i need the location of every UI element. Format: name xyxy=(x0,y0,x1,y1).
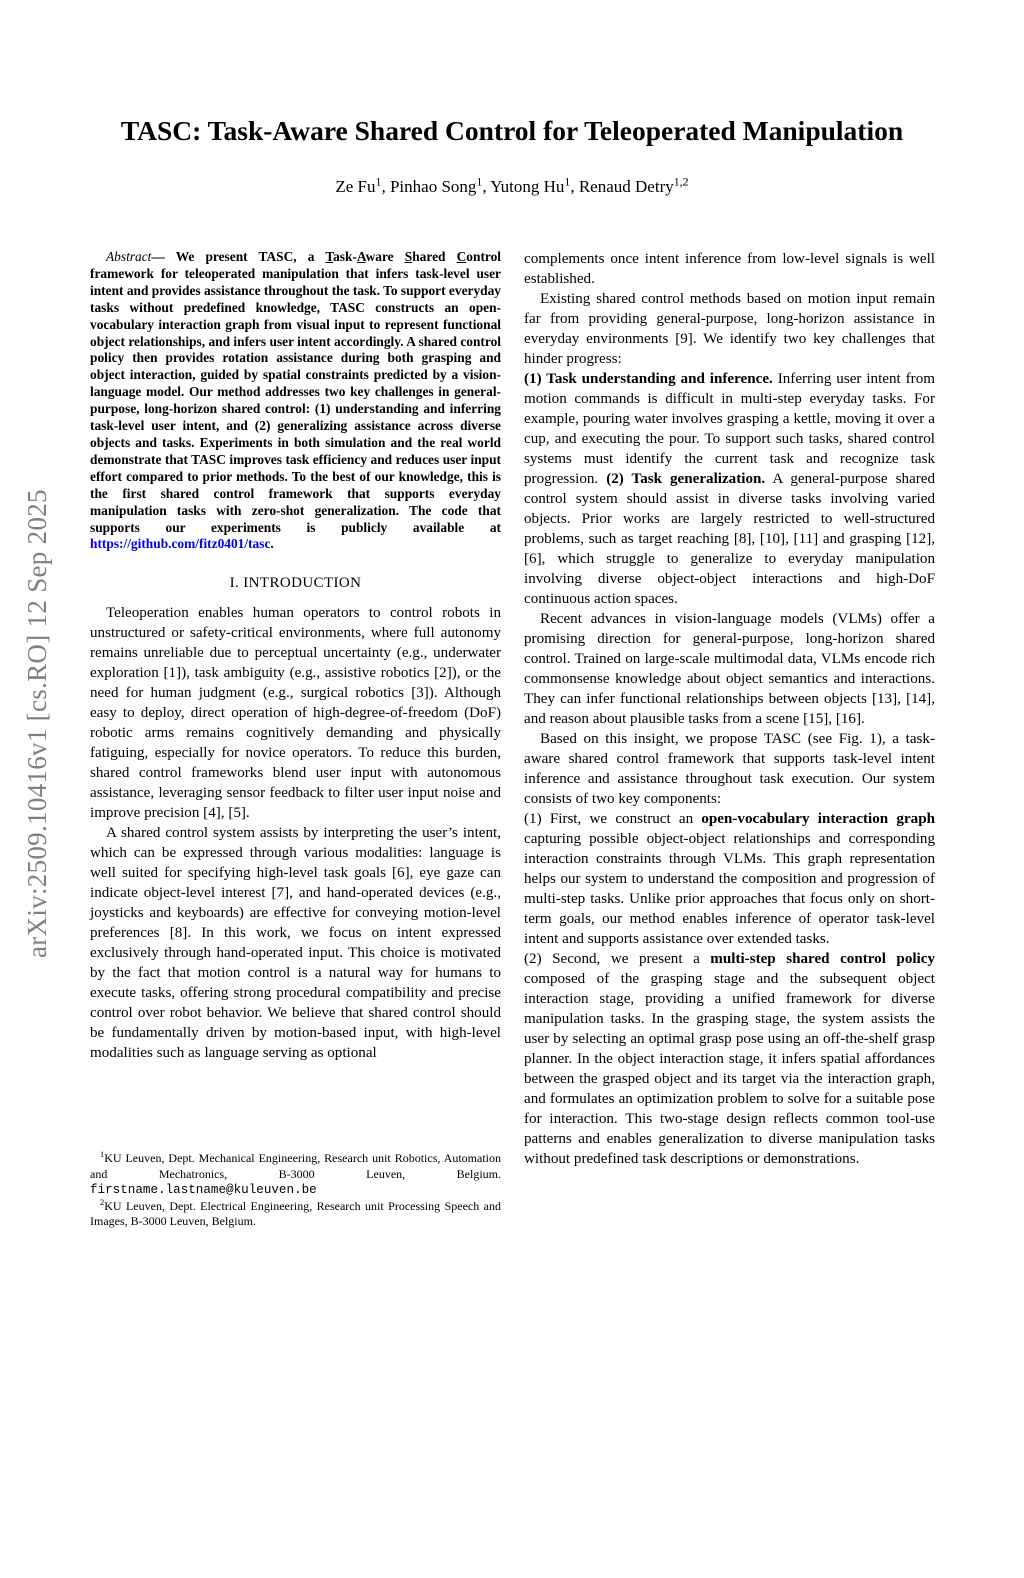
abstract-text: We present TASC, a xyxy=(164,249,326,264)
author-name: Yutong Hu xyxy=(490,177,565,196)
footnote-2 xyxy=(90,1199,501,1230)
acronym-letter: C xyxy=(456,249,467,264)
code-link[interactable]: https://github.com/fitz0401/tasc xyxy=(90,536,271,552)
body-text: capturing possible object-object relationships and corresponding interaction constraints through VLMs. This graph representation helps our system to understand the composition and progression of multi-step tasks. Unlike prior approaches that focus only on short-term goals, our method enables inference of operator task-level intent and supports assistance over extended tasks. xyxy=(524,831,935,947)
body-text: A general-purpose shared control system should assist in diverse tasks involving varied objects. Prior works are largely restricted to well-structured problems, such as target reaching [8], [10], [11] and grasping [12], [6], which struggle to generalize to everyday manipulation involving diverse object-object interactions and high-DoF continuous action spaces. xyxy=(524,471,935,607)
body-text: Inferring user intent from motion commands is difficult in multi-step everyday tasks. For example, pouring water involves grasping a kettle, moving it over a cup, and executing the pour. To support such tasks, shared control systems must identify the current task and recognize task progression. xyxy=(524,371,935,487)
section-heading: I. INTRODUCTION xyxy=(229,575,362,592)
author-affiliation: 1 xyxy=(375,174,382,189)
acronym-rest: ask- xyxy=(333,249,357,264)
footnote-email: firstname.lastname@kuleuven.be xyxy=(90,1183,317,1197)
acronym-letter: T xyxy=(325,249,334,264)
challenge-heading: (2) Task generalization. xyxy=(606,471,766,487)
body-paragraph xyxy=(524,369,935,609)
footnotes xyxy=(90,1151,501,1230)
body-paragraph xyxy=(524,809,935,949)
author-affiliation: 1 xyxy=(564,174,571,189)
arxiv-stamp xyxy=(22,489,62,1578)
acronym-rest: ware xyxy=(365,249,405,264)
abstract-body: framework for teleoperated manipulation that infers task-level user intent and provides assistance throughout the task. To support everyday tasks without predefined knowledge, TASC constructs an open-vocabulary interaction graph from visual input to represent functional object relationships, and infers user intent accordingly. A shared control policy then provides rotation assistance during both grasping and object interaction, guided by spatial constraints predicted by a vision-language model. Our method addresses two key challenges in general-purpose, long-horizon shared control: (1) understanding and inferring task-level user intent, and (2) generalizing assistance across diverse objects and tasks. Experiments in both simulation and the real world demonstrate that TASC improves task efficiency and reduces user input effort compared to prior methods. To the best of our knowledge, this is the first shared control framework that supports everyday manipulation tasks with zero-shot generalization. The code that supports our experiments is publicly available at xyxy=(90,265,501,535)
intro-paragraph: Teleoperation enables human operators to control robots in unstructured or safety-critical environments, where full autonomy remains unreliable due to perceptual uncertainty (e.g., underwater exploration [1]), task ambiguity (e.g., assistive robotics [2]), or the need for human judgment (e.g., surgical robotics [3]). Although easy to deploy, direct operation of high-degree-of-freedom (DoF) robotic arms remains cognitively demanding and physically fatiguing, especially for novice operators. To reduce this burden, shared control frameworks blend user input with autonomous assistance, leveraging sensor feedback to filter user input noise and improve precision [4], [5]. xyxy=(90,605,501,822)
component-heading: open-vocabulary interaction graph xyxy=(701,811,935,827)
footnote-text: KU Leuven, Dept. Electrical Engineering, Research unit Processing Speech and Images, B-3000 Leuven, Belgium. xyxy=(90,1198,501,1228)
challenge-heading: (1) Task understanding and inference. xyxy=(524,371,773,387)
body-paragraph: Existing shared control methods based on motion input remain far from providing general-purpose, long-horizon assistance in everyday environments [9]. We identify two key challenges that hinder progress: xyxy=(524,291,935,367)
body-paragraph xyxy=(524,949,935,1169)
acronym-letter: A xyxy=(356,249,366,264)
body-text: composed of the grasping stage and the subsequent object interaction stage, providing a unified framework for diverse manipulation tasks. In the grasping stage, the system assists the user by selecting an optimal grasp pose using an off-the-shelf grasp planner. In the object interaction stage, it infers spatial affordances between the grasped object and its target via the interaction graph, and formulates an optimization problem to solve for a suitable pose for interaction. This two-stage design reflects common tool-use patterns and enables generalization to diverse manipulation tasks without predefined task descriptions or demonstrations. xyxy=(524,971,935,1167)
acronym-letter: S xyxy=(404,249,413,264)
footnote-text: KU Leuven, Dept. Mechanical Engineering, Research unit Robotics, Automation and Mechatronics, B-3000 Leuven, Belgium. xyxy=(90,1151,501,1181)
right-column xyxy=(524,249,935,1169)
body-text: (2) Second, we present a xyxy=(524,951,711,967)
body-paragraph: complements once intent inference from low-level signals is well established. xyxy=(524,251,935,287)
author-name: Renaud Detry xyxy=(578,177,674,196)
abstract-end: . xyxy=(270,536,274,552)
author-list: Ze Fu$^1$, Pinhao Song$^1$, Yutong Hu$^1$, Renaud Detry$^{1,2}$ xyxy=(335,174,689,196)
component-heading: multi-step shared control policy xyxy=(710,951,936,967)
author-name: Pinhao Song xyxy=(389,177,477,196)
acronym-rest: hared xyxy=(412,249,457,264)
body-text: (1) First, we construct an xyxy=(524,811,702,827)
intro-paragraph: A shared control system assists by interpreting the user’s intent, which can be expressed through various modalities: language is well suited for specifying high-level task goals [6], eye gaze can indicate object-level interest [7], and hand-operated devices (e.g., joysticks and keyboards) are effective for conveying motion-level preferences [8]. In this work, we focus on intent expressed exclusively through hand-operated input. This choice is motivated by the fact that motion control is a natural way for humans to execute tasks, offering strong procedural compatibility and precise control over robot behavior. We believe that shared control should be fundamentally driven by motion-based input, with high-level modalities such as language serving as optional xyxy=(90,825,501,1062)
acronym-rest: ontrol xyxy=(466,249,502,264)
footnote-marker: 2 xyxy=(100,1197,105,1207)
abstract-label: Abstract xyxy=(106,249,152,264)
author-affiliation: 1,2 xyxy=(673,174,689,189)
left-column xyxy=(90,249,501,1063)
body-paragraph: Recent advances in vision-language models (VLMs) offer a promising direction for general-purpose, long-horizon shared control. Trained on large-scale multimodal data, VLMs encode rich commonsense knowledge about object semantics and interactions. They can infer functional relationships between objects [13], [14], and reason about plausible tasks from a scene [15], [16]. xyxy=(524,611,935,727)
footnote-1 xyxy=(90,1151,501,1199)
footnote-marker: 1 xyxy=(100,1150,105,1159)
author-affiliation: 1 xyxy=(476,174,483,189)
abstract xyxy=(90,249,501,553)
author-name: Ze Fu xyxy=(335,177,376,196)
abstract-dash: — xyxy=(151,249,165,264)
body-paragraph: Based on this insight, we propose TASC (see Fig. 1), a task-aware shared control framework that supports task-level intent inference and assistance throughout task execution. Our system consists of two key components: xyxy=(524,731,935,807)
paper-title: TASC: Task-Aware Shared Control for Teleoperated Manipulation xyxy=(120,115,904,146)
arxiv-stamp-text: arXiv:2509.10416v1 [cs.RO] 12 Sep 2025 xyxy=(22,489,52,958)
